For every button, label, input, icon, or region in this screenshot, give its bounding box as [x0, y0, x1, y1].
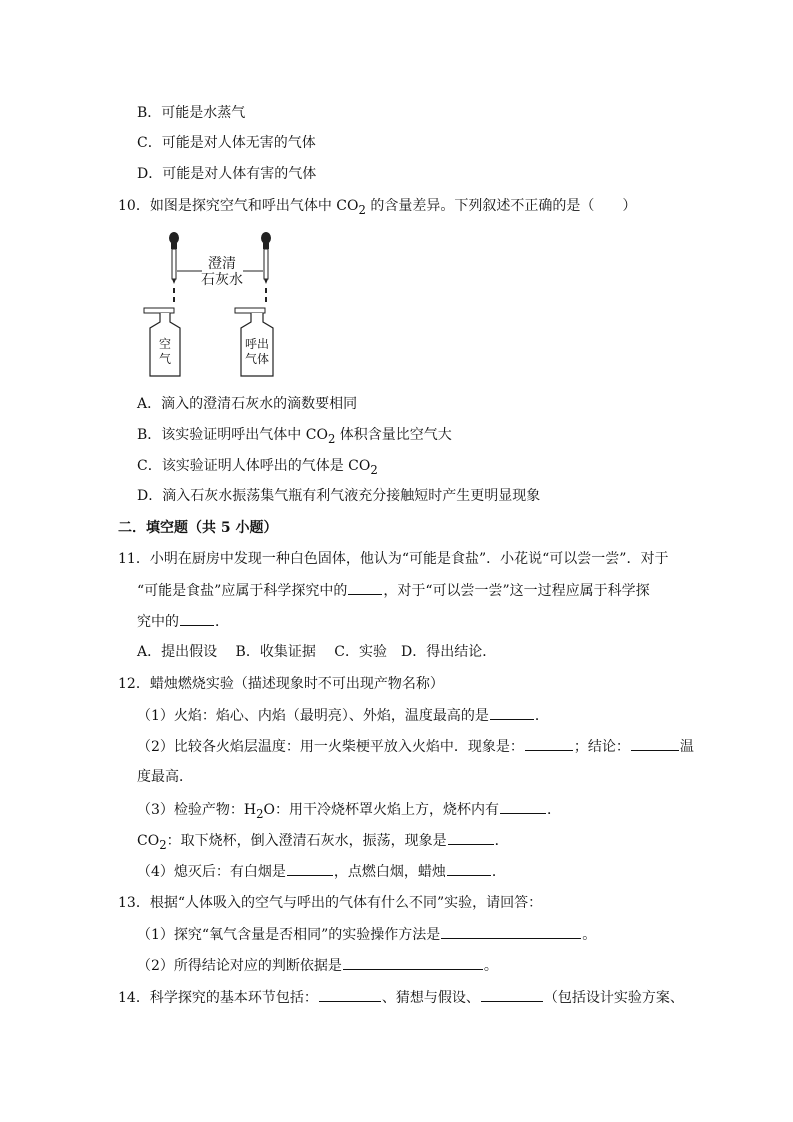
q11-blank-2[interactable] [180, 611, 214, 626]
q13-stem: 13．根据“人体吸入的空气与呼出的气体有什么不同”实验，请回答： [118, 895, 543, 911]
q10-figure [140, 226, 300, 386]
q12-blank-4[interactable] [500, 799, 546, 814]
q12-blank-6[interactable] [287, 861, 333, 876]
left-bottle-label-2: 气 [158, 352, 172, 366]
q12-blank-5[interactable] [448, 830, 494, 845]
left-gas-bottle [144, 308, 180, 376]
left-bottle-label-1: 空 [158, 337, 172, 351]
q11-line3: 究中的 ． [137, 611, 229, 632]
q11-options: A．提出假设 B．收集证据 C．实验 D．得出结论． [137, 644, 497, 660]
q11-line1: 11．小明在厨房中发现一种白色固体，他认为“可能是食盐”．小花说“可以尝一尝”．对于 [118, 551, 669, 567]
q13-blank-2[interactable] [343, 955, 483, 970]
section-title: 二．填空题（共 5 小题） [118, 520, 278, 536]
q12-part3: （3）检验产物：$H_2O$：用干冷烧杯罩火焰上方，烧杯内有 ． [137, 799, 561, 824]
right-gas-bottle [235, 308, 273, 376]
q10-option-d: D．滴入石灰水振荡集气瓶有利气液充分接触短时产生更明显现象 [137, 488, 541, 504]
q10-option-b: B．该实验证明呼出气体中 $CO_2$ 体积含量比空气大 [137, 427, 452, 446]
q12-part2-cont: 度最高． [137, 769, 193, 785]
left-dropper [169, 232, 179, 302]
q9-option-c: C．可能是对人体无害的气体 [137, 135, 316, 151]
q14-blank-1[interactable] [319, 987, 381, 1002]
q14-line1: 14．科学探究的基本环节包括： 、猜想与假设、 （包括设计实验方案、 [118, 987, 684, 1008]
right-bottle-label-2: 气体 [244, 352, 270, 366]
q10-option-a: A．滴入的澄清石灰水的滴数要相同 [137, 396, 358, 412]
q13-part2: （2）所得结论对应的判断依据是 。 [137, 955, 498, 976]
q11-line2: “可能是食盐”应属于科学探究中的 ，对于“可以尝一尝”这一过程应属于科学探 [137, 580, 650, 601]
q12-blank-3[interactable] [631, 736, 679, 751]
q10-option-c: C．该实验证明人体呼出的气体是 $CO_2$ [137, 458, 378, 477]
q12-co2: $CO_2$：取下烧杯，倒入澄清石灰水，振荡，现象是 ． [137, 830, 509, 855]
q12-part4: （4）熄灭后：有白烟是 ，点燃白烟，蜡烛 ． [137, 861, 506, 882]
q13-part1: （1）探究“氧气含量是否相同”的实验操作方法是 。 [137, 924, 596, 945]
q10-stem: 10．如图是探究空气和呼出气体中 $CO_2$ 的含量差异。下列叙述不正确的是（ ） [118, 198, 637, 217]
right-bottle-label-1: 呼出 [244, 337, 270, 351]
right-dropper [261, 232, 271, 302]
q9-option-b: B．可能是水蒸气 [137, 105, 246, 121]
q14-blank-2[interactable] [481, 987, 543, 1002]
q11-blank-1[interactable] [348, 580, 382, 595]
q12-part1: （1）火焰：焰心、内焰（最明亮）、外焰，温度最高的是 ． [137, 705, 549, 726]
q12-blank-1[interactable] [490, 705, 534, 720]
figure-label-line1: 澄清 [208, 256, 236, 272]
q13-blank-1[interactable] [441, 924, 581, 939]
q12-blank-2[interactable] [525, 736, 573, 751]
q12-part2: （2）比较各火焰层温度：用一火柴梗平放入火焰中．现象是： ；结论： 温 [137, 736, 694, 757]
q12-stem: 12．蜡烛燃烧实验（描述现象时不可出现产物名称） [118, 676, 444, 692]
q9-option-d: D．可能是对人体有害的气体 [137, 166, 317, 182]
q12-blank-7[interactable] [447, 861, 491, 876]
figure-label-line2: 石灰水 [201, 272, 243, 288]
